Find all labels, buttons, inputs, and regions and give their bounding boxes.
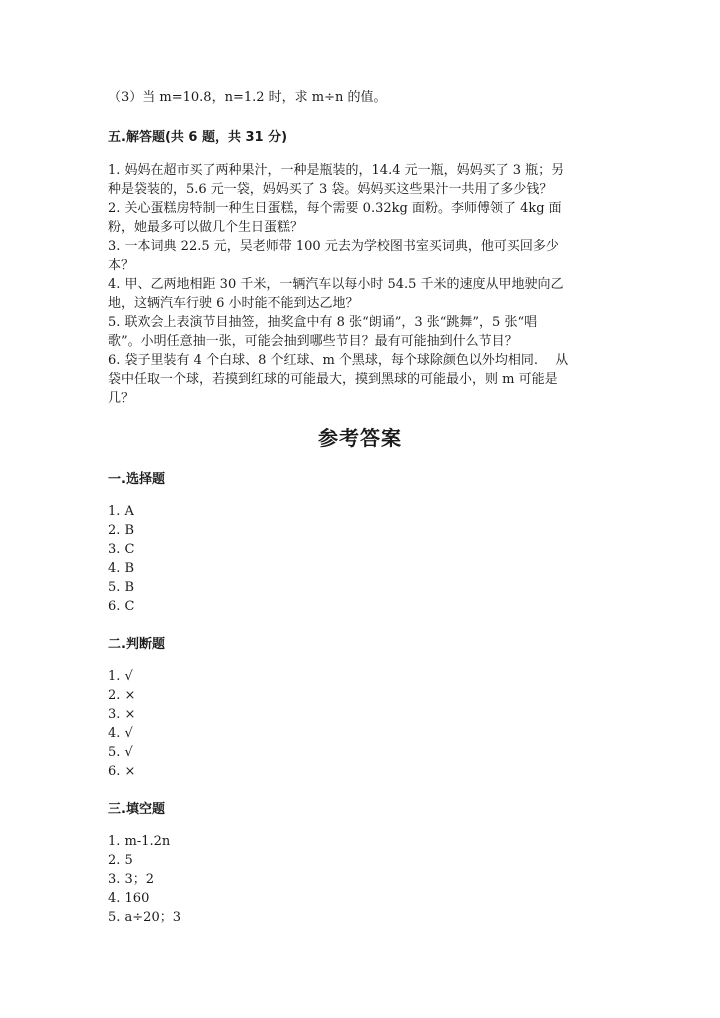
choice-heading: 一.选择题 xyxy=(108,472,165,487)
judge-answer: 6. × xyxy=(108,764,136,779)
problem-line: 2. 关心蛋糕房特制一种生日蛋糕，每个需要 0.32kg 面粉。李师傅领了 4kg 面 xyxy=(108,201,562,216)
fill-heading: 三.填空题 xyxy=(108,802,165,817)
judge-answer: 2. × xyxy=(108,688,136,703)
choice-answer: 1. A xyxy=(108,504,134,519)
problem-line: 5. 联欢会上表演节目抽签，抽奖盒中有 8 张“朗诵”，3 张“跳舞”，5 张“唱 xyxy=(108,315,538,330)
fill-answer: 1. m-1.2n xyxy=(108,834,171,849)
choice-answer: 2. B xyxy=(108,523,135,538)
problem-line: 本？ xyxy=(108,258,135,273)
judge-answer: 5. √ xyxy=(108,745,133,760)
judge-answer: 1. √ xyxy=(108,669,133,684)
choice-answer: 3. C xyxy=(108,542,135,557)
problem-line: 种是袋装的，5.6 元一袋，妈妈买了 3 袋。妈妈买这些果汁一共用了多少钱？ xyxy=(108,182,553,197)
problem-line: 1. 妈妈在超市买了两种果汁，一种是瓶装的，14.4 元一瓶，妈妈买了 3 瓶；另 xyxy=(108,163,565,178)
problem-line: 3. 一本词典 22.5 元，吴老师带 100 元去为学校图书室买词典，他可买回多少 xyxy=(108,239,559,254)
problem-line: 4. 甲、乙两地相距 30 千米，一辆汽车以每小时 54.5 千米的速度从甲地驶向乙 xyxy=(108,277,564,292)
fill-answer: 3. 3；2 xyxy=(108,872,155,887)
choice-answer: 4. B xyxy=(108,561,135,576)
problem-line: 歌”。小明任意抽一张，可能会抽到哪些节目？最有可能抽到什么节目？ xyxy=(108,334,518,349)
problem-line: 袋中任取一个球，若摸到红球的可能最大，摸到黑球的可能最小，则 m 可能是 xyxy=(108,372,558,387)
problem-line: 6. 袋子里装有 4 个白球、8 个红球、m 个黑球，每个球除颜色以外均相同. 从 xyxy=(108,353,569,368)
judge-heading: 二.判断题 xyxy=(108,637,165,652)
fill-answer: 5. a÷20；3 xyxy=(108,910,181,925)
question-3: （3）当 m=10.8，n=1.2 时，求 m÷n 的值。 xyxy=(108,90,387,105)
choice-answer: 6. C xyxy=(108,599,135,614)
fill-answer: 2. 5 xyxy=(108,853,133,868)
section-5-heading: 五.解答题(共 6 题，共 31 分) xyxy=(108,130,288,145)
problem-line: 地，这辆汽车行驶 6 小时能不能到达乙地？ xyxy=(108,296,359,311)
problem-line: 几？ xyxy=(108,391,135,406)
judge-answer: 4. √ xyxy=(108,726,133,741)
judge-answer: 3. × xyxy=(108,707,136,722)
problem-line: 粉，她最多可以做几个生日蛋糕？ xyxy=(108,220,304,235)
choice-answer: 5. B xyxy=(108,580,135,595)
answer-title: 参考答案 xyxy=(318,426,402,450)
fill-answer: 4. 160 xyxy=(108,891,150,906)
